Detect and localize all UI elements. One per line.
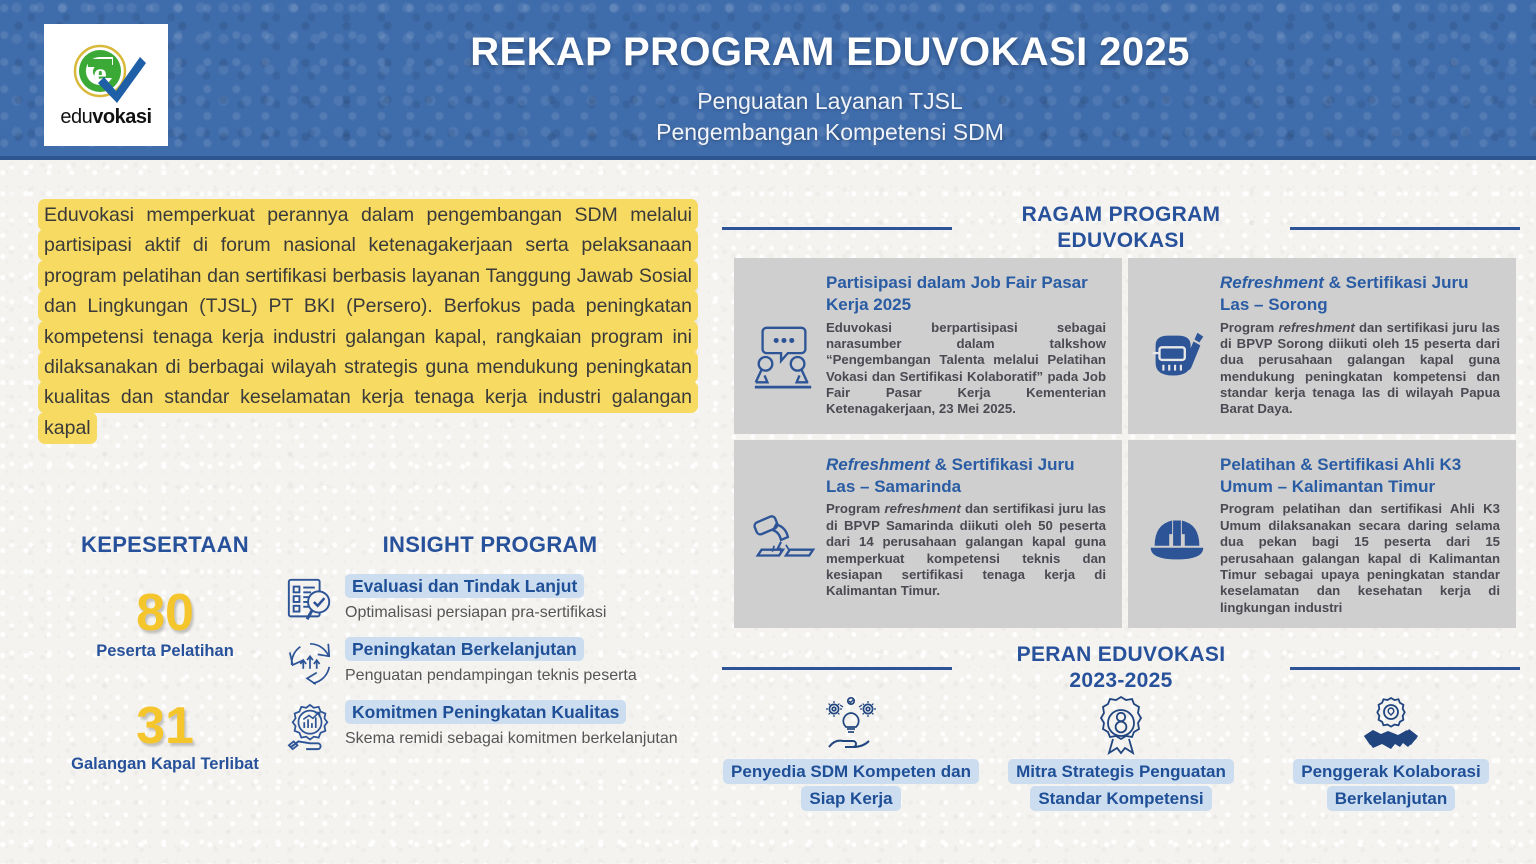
desc-pre: Program: [826, 501, 885, 517]
page-title: REKAP PROGRAM EDUVOKASI 2025: [470, 30, 1190, 74]
insight-title: Peningkatan Berkelanjutan: [345, 637, 584, 661]
insight-body: [345, 700, 695, 750]
logo-word-light: edu: [60, 106, 93, 128]
header-subtitle-line1: Penguatan Layanan TJSL: [697, 88, 963, 114]
card-title: [1220, 272, 1500, 316]
insight-list: [285, 574, 695, 754]
card-description: Eduvokasi berpartisipasi sebagai narasumber dalam talkshow “Pengembangan Talenta melalui Pelatihan Vokasi dan Sertifikasi Kolaboratif” pada Job Fair Pasar Kerja Kementerian Ketenagakerjaan, 23 Mei 2025.: [826, 319, 1106, 417]
gear-chart-hand-icon: [285, 700, 335, 754]
program-cards-grid: [734, 258, 1516, 628]
role-item: [722, 692, 980, 812]
stat-item: [40, 586, 290, 661]
stat-value: 31: [136, 697, 194, 756]
svg-text:e: e: [93, 57, 107, 90]
insight-title: Komitmen Peningkatan Kualitas: [345, 700, 626, 724]
card-title: [1220, 454, 1500, 498]
kepesertaan-section: [40, 532, 290, 774]
ragam-heading-line2: EDUVOKASI: [1057, 229, 1185, 253]
eduvokasi-logo: [44, 24, 168, 146]
intro-text: Eduvokasi memperkuat perannya dalam pengembangan SDM melalui partisipasi aktif di forum nasional ketenagakerjaan serta pelaksanaan program pelatihan dan sertifikasi berbasis layanan Tanggung Jawab Sosial dan Lingkungan (TJSL) PT BKI (Persero). Berfokus pada peningkatan kompetensi tenaga kerja industri galangan kapal, rangkaian program ini dilaksanakan di berbagai wilayah strategis guna mendukung peningkatan kualitas dan standar keselamatan kerja tenaga kerja industri galangan kapal: [38, 199, 698, 444]
peran-roles-list: [722, 692, 1520, 812]
insight-program-section: [285, 532, 695, 754]
insight-body: [345, 574, 695, 624]
award-ribbon-icon: [1093, 694, 1149, 756]
role-item: [992, 692, 1250, 812]
page-header: [0, 0, 1536, 160]
card-main: [748, 501, 1106, 616]
card-description: Program pelatihan dan sertifikasi Ahli K3 Umum dilaksanakan secara daring selama dua pekan bagi 15 peserta dari 15 perusahaan galangan kapal di Kalimantan Timur sebagai upaya peningkatan standar keselamatan dan kesehatan kerja di lingkungan industri: [1220, 501, 1500, 615]
list-item: [285, 700, 695, 754]
stat-item: [40, 699, 290, 774]
continuous-improvement-icon: [285, 637, 335, 691]
welding-helmet-icon: [1142, 320, 1212, 392]
insight-desc: Skema remidi sebagai komitmen berkelanjutan: [345, 730, 678, 747]
intro-paragraph: [38, 200, 698, 443]
role-label: Penggerak Kolaborasi Berkelanjutan: [1293, 759, 1489, 811]
welding-torch-icon: [748, 501, 818, 573]
card-description: [826, 501, 1106, 616]
peran-heading-text: [968, 642, 1274, 695]
checklist-magnifier-icon: [285, 574, 335, 628]
kepesertaan-heading: KEPESERTAAN: [81, 532, 249, 557]
program-card[interactable]: [734, 258, 1122, 434]
divider-right: [1290, 227, 1520, 230]
divider-left: [722, 227, 952, 230]
program-card[interactable]: [1128, 440, 1516, 628]
peran-heading-line2: 2023-2025: [1069, 669, 1173, 693]
card-title-plain: Pelatihan & Sertifikasi Ahli K3 Umum – Kalimantan Timur: [1220, 454, 1462, 496]
talkshow-speakers-icon: [748, 320, 818, 392]
insight-desc: Penguatan pendampingan teknis peserta: [345, 667, 637, 684]
program-card[interactable]: [1128, 258, 1516, 434]
logo-wordmark: [60, 107, 151, 127]
card-main: [1142, 320, 1500, 422]
desc-post: dan sertifikasi juru las di BPVP Sorong diikuti oleh 15 peserta dari dua perusahaan galangan kapal guna mendukung peningkatan kompetensi dan standar kerja tenaga las di wilayah Papua Barat Daya.: [1220, 319, 1500, 417]
handshake-gear-icon: [1360, 696, 1422, 754]
header-subtitle-line2: Pengembangan Kompetensi SDM: [656, 119, 1004, 145]
card-title-italic: Refreshment: [826, 454, 930, 474]
role-icon-wrap: [1262, 692, 1520, 758]
divider-left: [722, 667, 952, 670]
divider-right: [1290, 667, 1520, 670]
role-icon-wrap: [722, 692, 980, 758]
list-item: [285, 637, 695, 691]
card-description: [1220, 320, 1500, 422]
peran-eduvokasi-heading: [722, 642, 1520, 695]
role-label: Mitra Strategis Penguatan Standar Kompetensi: [1008, 759, 1234, 811]
insight-title: Evaluasi dan Tindak Lanjut: [345, 574, 584, 598]
insight-body: [345, 637, 695, 687]
eduvokasi-logo-icon: [64, 43, 148, 105]
card-title: [826, 272, 1106, 316]
insight-desc: Optimalisasi persiapan pra-sertifikasi: [345, 604, 607, 621]
program-card[interactable]: [734, 440, 1122, 628]
ragam-heading-text: [968, 202, 1274, 255]
role-item: [1262, 692, 1520, 812]
stat-label: Peserta Pelatihan: [96, 641, 234, 660]
stat-value: 80: [136, 584, 194, 642]
stat-label: Galangan Kapal Terlibat: [71, 754, 259, 773]
desc-pre: Program: [1220, 319, 1279, 335]
role-icon-wrap: [992, 692, 1250, 758]
idea-hand-gears-icon: [821, 695, 881, 755]
safety-helmet-icon: [1142, 501, 1212, 573]
desc-italic: refreshment: [1278, 319, 1355, 335]
card-title: [826, 454, 1106, 498]
ragam-program-heading: [722, 202, 1520, 255]
desc-italic: refreshment: [884, 501, 961, 517]
role-label: Penyedia SDM Kompeten dan Siap Kerja: [723, 759, 979, 811]
card-main: [1142, 501, 1500, 616]
card-main: [748, 320, 1106, 422]
insight-heading: INSIGHT PROGRAM: [382, 532, 598, 557]
card-title-plain: & Sertifikasi Juru Las – Samarinda: [826, 454, 1075, 496]
ragam-heading-line1: RAGAM PROGRAM: [1021, 203, 1221, 226]
card-title-plain: Partisipasi dalam Job Fair Pasar Kerja 2025: [826, 273, 1088, 314]
card-title-italic: Refreshment: [1220, 273, 1324, 292]
list-item: [285, 574, 695, 628]
logo-word-bold: vokasi: [92, 106, 152, 128]
desc-post: dan sertifikasi juru las di BPVP Samarinda diikuti oleh 50 peserta dari 14 perusahaan galangan kapal guna memperkuat kompetensi teknis dan kesiapan sertifikasi tenaga kerja di Kalimantan Timur.: [826, 501, 1106, 599]
peran-heading-line1: PERAN EDUVOKASI: [1016, 643, 1226, 666]
card-title-plain: & Sertifikasi Juru Las – Sorong: [1220, 273, 1469, 314]
